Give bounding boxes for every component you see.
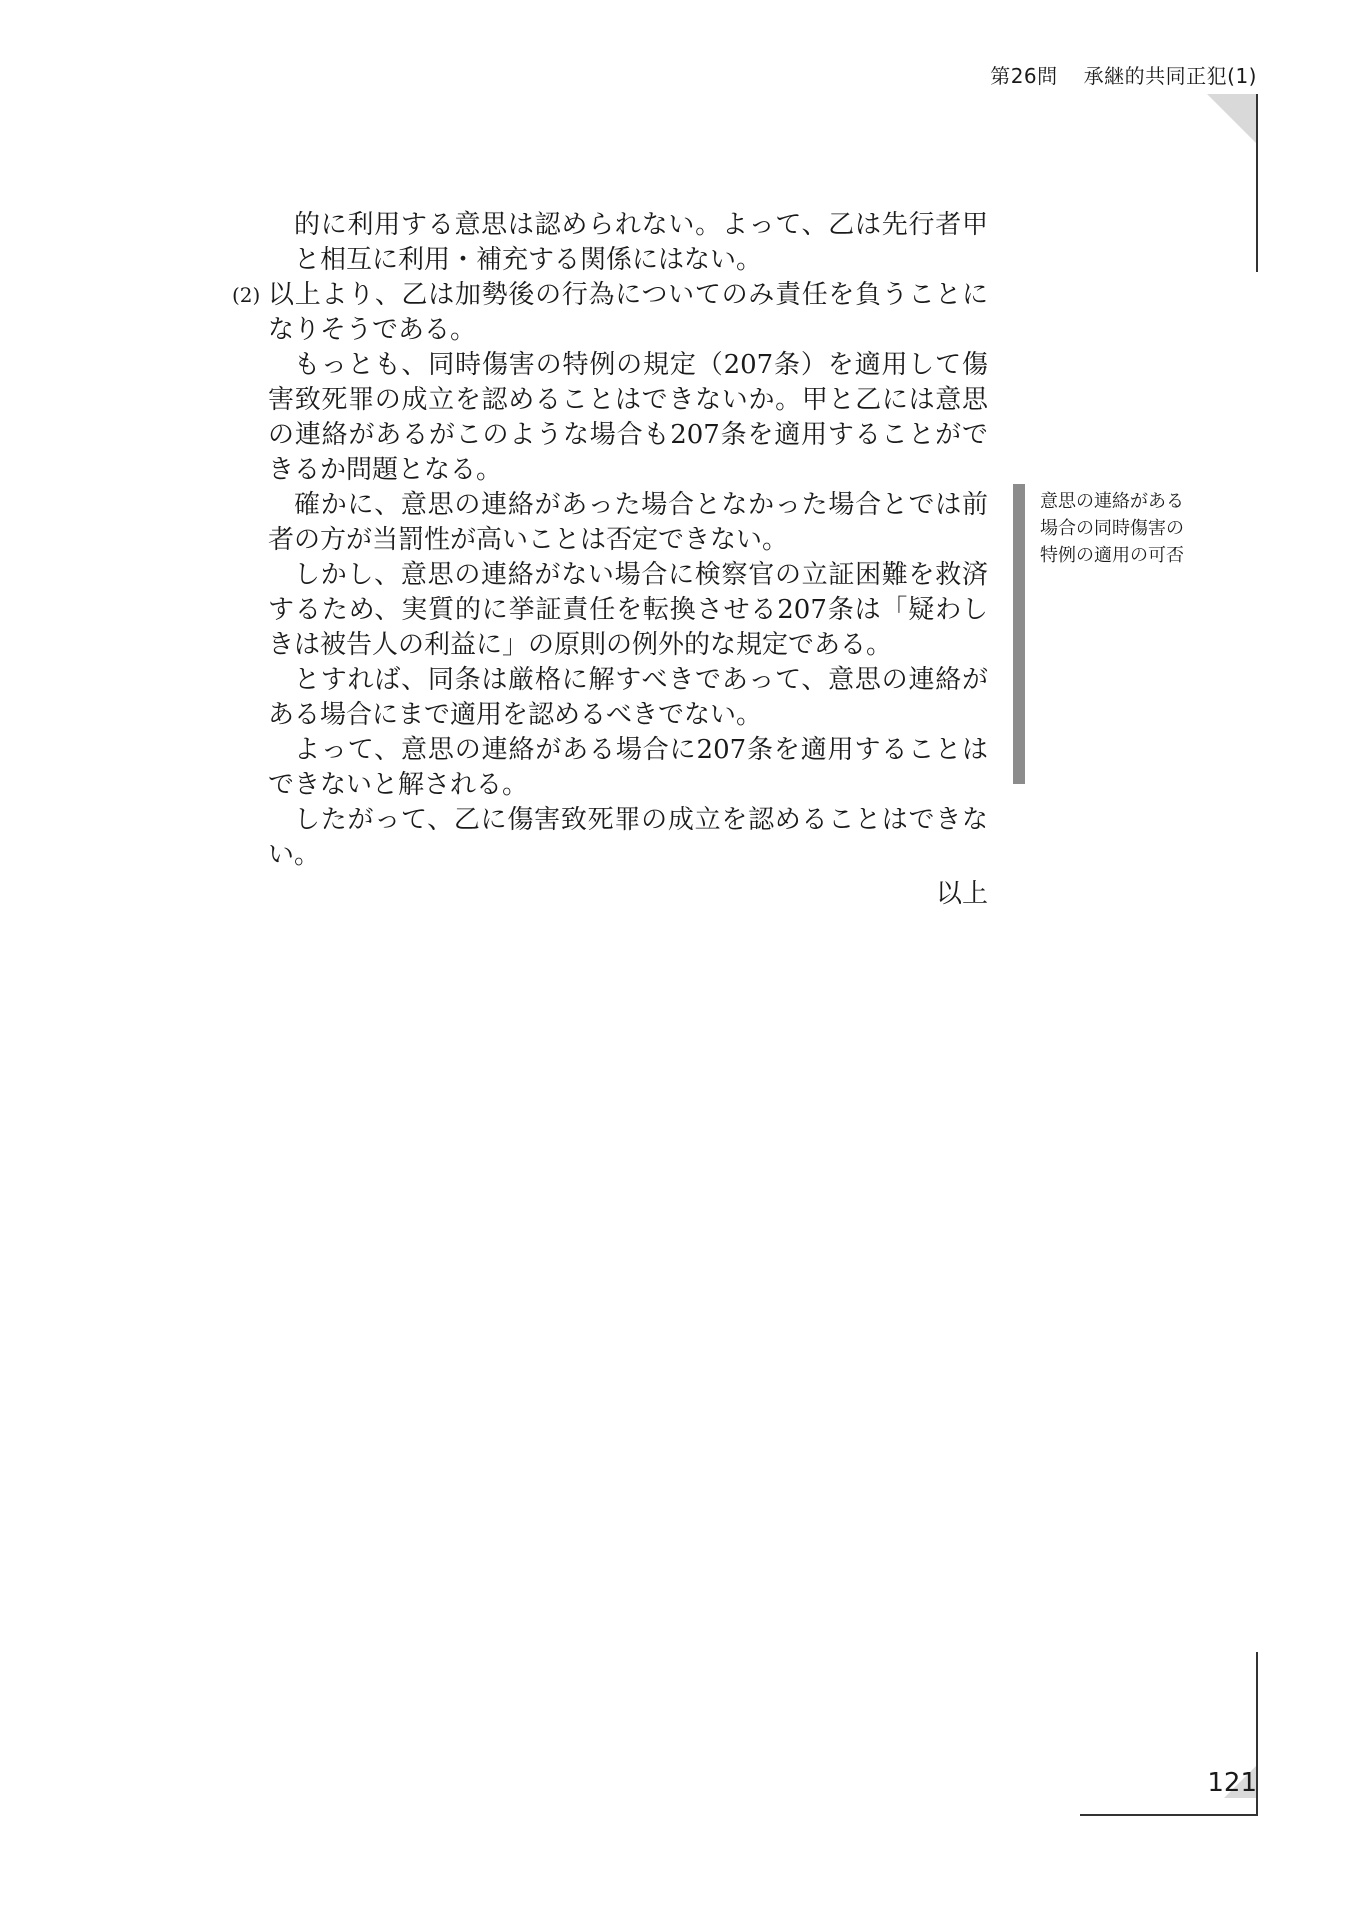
margin-note-line: 特例の適用の可否 (1040, 545, 1184, 566)
margin-note-bar (1013, 484, 1025, 784)
margin-note-line: 意思の連絡がある (1040, 491, 1184, 512)
chapter-number: 第26問 (990, 64, 1058, 88)
paragraph: とすれば、同条は厳格に解すべきであって、意思の連絡がある場合にまで適用を認めるべきでない。 (268, 665, 988, 730)
paragraph: しかし、意思の連絡がない場合に検察官の立証困難を救済するため、実質的に挙証責任を転換させる207条は「疑わしきは被告人の利益に」の原則の例外的な規定である。 (268, 560, 988, 660)
paragraph: 確かに、意思の連絡があった場合となかった場合とでは前者の方が当罰性が高いことは否定できない。 (268, 490, 988, 555)
margin-note-line: 場合の同時傷害の (1040, 518, 1184, 539)
numbered-item (232, 278, 988, 348)
item-number: (2) (232, 283, 261, 307)
bottom-horizontal-rule (1080, 1814, 1258, 1816)
main-text (232, 208, 988, 912)
page-number: 121 (1207, 1768, 1257, 1798)
paragraph: 以上より、乙は加勢後の行為についてのみ責任を負うことになりそうである。 (268, 280, 988, 345)
paragraph: よって、意思の連絡がある場合に207条を適用することはできないと解される。 (268, 735, 988, 800)
closing-text: 以上 (935, 879, 988, 909)
paragraph: したがって、乙に傷害致死罪の成立を認めることはできない。 (268, 805, 988, 870)
paragraph: 的に利用する意思は認められない。よって、乙は先行者甲と相互に利用・補充する関係にはない。 (294, 210, 988, 275)
running-header (990, 60, 1257, 89)
corner-triangle-top (1207, 94, 1257, 144)
paragraph: もっとも、同時傷害の特例の規定（207条）を適用して傷害致死罪の成立を認めることはできないか。甲と乙には意思の連絡があるがこのような場合も207条を適用することができるか問題となる。 (268, 350, 988, 485)
margin-note (1040, 488, 1230, 569)
chapter-title: 承継的共同正犯(1) (1083, 64, 1257, 88)
top-right-vertical-rule (1256, 94, 1258, 272)
